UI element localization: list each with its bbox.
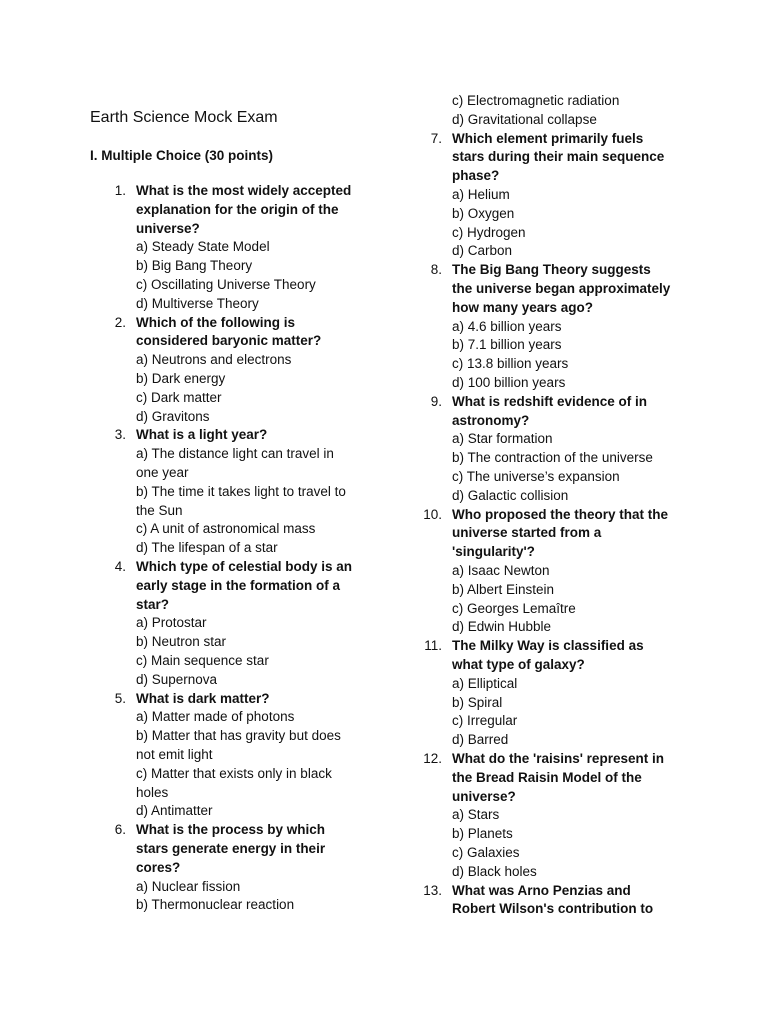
option-text: d) Gravitational collapse xyxy=(452,111,597,127)
option-text: b) Big Bang Theory xyxy=(136,258,253,274)
question-text: the universe began approximately xyxy=(452,281,671,296)
option-text: a) Steady State Model xyxy=(136,239,270,255)
question-number: 10. xyxy=(423,506,442,522)
option-text: b) Neutron star xyxy=(136,634,227,650)
option-text: not emit light xyxy=(136,747,213,762)
question-number: 5. xyxy=(114,690,126,706)
option-text: a) Helium xyxy=(452,187,510,202)
option-text: b) The contraction of the universe xyxy=(452,450,653,466)
question-text: the Bread Raisin Model of the xyxy=(452,769,642,785)
question-text: What is dark matter? xyxy=(136,690,270,706)
option-text: a) Protostar xyxy=(136,615,207,631)
option-text: the Sun xyxy=(136,502,183,518)
option-text: c) The universe’s expansion xyxy=(452,469,620,484)
question-text: What is the process by which xyxy=(136,822,326,838)
option-text: c) Georges Lemaître xyxy=(452,600,576,616)
question-text: considered baryonic matter? xyxy=(136,333,322,349)
question-text: star? xyxy=(136,596,170,612)
option-text: b) Oxygen xyxy=(452,205,515,221)
question-text: Which of the following is xyxy=(136,314,295,330)
question-text: how many years ago? xyxy=(452,299,594,315)
question-text: stars generate energy in their xyxy=(136,841,326,856)
question-number: 12. xyxy=(423,751,442,766)
question-text: Who proposed the theory that the xyxy=(452,506,668,522)
option-text: holes xyxy=(136,784,169,800)
option-text: c) Hydrogen xyxy=(452,224,526,240)
question-text: universe? xyxy=(452,788,516,804)
option-text: c) Main sequence star xyxy=(136,653,269,668)
question-number: 11. xyxy=(424,638,442,654)
option-text: c) Matter that exists only in black xyxy=(136,765,332,781)
question-number: 13. xyxy=(423,882,442,898)
question-number: 6. xyxy=(114,822,126,838)
option-text: d) 100 billion years xyxy=(452,375,566,390)
question-text: What do the 'raisins' represent in xyxy=(452,751,664,766)
option-text: b) Thermonuclear reaction xyxy=(136,897,295,913)
option-text: a) The distance light can travel in xyxy=(136,446,334,462)
question-number: 8. xyxy=(430,262,442,278)
option-text: a) Matter made of photons xyxy=(136,709,295,725)
section-heading: I. Multiple Choice (30 points) xyxy=(90,148,274,163)
question-text: Which element primarily fuels xyxy=(452,130,644,146)
option-text: c) Galaxies xyxy=(452,845,520,860)
option-text: b) Spiral xyxy=(452,694,503,710)
option-text: a) Elliptical xyxy=(452,675,518,691)
exam-title: Earth Science Mock Exam xyxy=(90,109,278,126)
option-text: d) Galactic collision xyxy=(452,487,569,503)
question-text: stars during their main sequence xyxy=(452,149,665,165)
question-text: what type of galaxy? xyxy=(452,657,585,672)
question-number: 3. xyxy=(114,427,126,443)
option-text: b) Dark energy xyxy=(136,371,226,386)
question-text: Which type of celestial body is an xyxy=(136,559,353,574)
question-text: phase? xyxy=(452,168,500,184)
question-number: 9. xyxy=(430,393,442,409)
option-text: c) 13.8 billion years xyxy=(452,356,569,372)
option-text: d) Carbon xyxy=(452,243,513,259)
option-text: a) Stars xyxy=(452,807,500,823)
question-number: 2. xyxy=(114,314,126,330)
option-text: b) Matter that has gravity but does xyxy=(136,728,341,744)
option-text: c) A unit of astronomical mass xyxy=(136,521,316,537)
question-text: explanation for the origin of the xyxy=(136,201,339,217)
question-number: 1. xyxy=(114,183,126,198)
question-number: 4. xyxy=(114,559,126,574)
option-text: d) Gravitons xyxy=(136,408,210,424)
question-text: What is redshift evidence of in xyxy=(452,393,648,409)
question-text: universe started from a xyxy=(452,525,602,541)
option-text: b) 7.1 billion years xyxy=(452,337,562,353)
option-text: a) Isaac Newton xyxy=(452,563,550,578)
question-text: The Milky Way is classified as xyxy=(452,638,644,654)
question-text: What was Arno Penzias and xyxy=(452,882,631,898)
question-text: The Big Bang Theory suggests xyxy=(452,262,651,278)
option-text: a) Neutrons and electrons xyxy=(136,352,292,368)
option-text: d) Supernova xyxy=(136,671,218,687)
option-text: d) Multiverse Theory xyxy=(136,295,259,311)
question-text: astronomy? xyxy=(452,412,530,428)
option-text: a) Nuclear fission xyxy=(136,878,241,894)
option-text: b) Albert Einstein xyxy=(452,581,555,597)
question-text: What is a light year? xyxy=(136,427,268,443)
question-number: 7. xyxy=(430,130,442,146)
option-text: a) 4.6 billion years xyxy=(452,318,562,334)
question-text: cores? xyxy=(136,859,181,875)
option-text: c) Dark matter xyxy=(136,389,222,405)
option-text: c) Electromagnetic radiation xyxy=(452,93,620,108)
option-text: d) Antimatter xyxy=(136,803,213,819)
option-text: d) Edwin Hubble xyxy=(452,619,552,635)
option-text: a) Star formation xyxy=(452,431,553,447)
option-text: b) The time it takes light to travel to xyxy=(136,483,346,499)
question-text: universe? xyxy=(136,220,200,236)
option-text: c) Oscillating Universe Theory xyxy=(136,277,316,292)
question-text: early stage in the formation of a xyxy=(136,577,341,593)
option-text: d) Barred xyxy=(452,732,509,748)
option-text: b) Planets xyxy=(452,826,513,842)
question-text: Robert Wilson's contribution to xyxy=(452,901,654,917)
option-text: d) The lifespan of a star xyxy=(136,540,278,556)
option-text: c) Irregular xyxy=(452,713,518,729)
option-text: d) Black holes xyxy=(452,863,537,879)
question-text: 'singularity'? xyxy=(452,544,535,560)
option-text: one year xyxy=(136,465,189,480)
question-text: What is the most widely accepted xyxy=(136,183,352,198)
